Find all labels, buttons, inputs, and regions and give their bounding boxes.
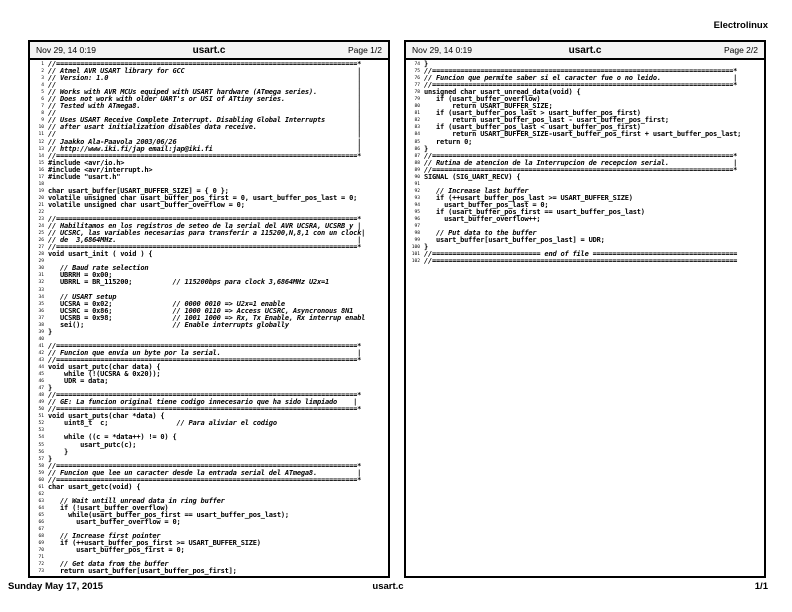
line-number: 56 xyxy=(38,449,44,455)
printed-page-1 xyxy=(28,40,390,578)
line-number: 57 xyxy=(38,456,44,462)
line-number: 50 xyxy=(38,407,44,413)
code-comment: // Wait untill unread data in ring buffer xyxy=(60,496,225,505)
code-comment: // | xyxy=(48,109,362,118)
code-text: if (usart_buffer_pos_first == usart_buffer_pos_last) xyxy=(424,207,645,216)
line-number: 93 xyxy=(414,195,420,201)
code-line xyxy=(32,484,386,491)
code-line xyxy=(32,519,386,526)
line-number: 85 xyxy=(414,139,420,145)
branding-electrolinux: Electrolinux xyxy=(713,20,768,31)
code-comment: // 115200bps para clock 3,6864MHz U2x=1 xyxy=(172,278,330,287)
code-comment: // Funcion que envia un byte por la serial. | xyxy=(48,348,362,357)
line-number: 55 xyxy=(38,442,44,448)
code-comment: // Habilitamos en los registros de seteo de la serial del AVR UCSRA, UCSRB y | xyxy=(48,222,362,231)
line-number: 49 xyxy=(38,400,44,406)
line-number: 76 xyxy=(414,76,420,82)
line-number: 28 xyxy=(38,252,44,258)
code-comment: //===========================================================================* xyxy=(48,151,362,160)
code-comment: // Increase last buffer xyxy=(436,186,529,195)
line-number: 20 xyxy=(38,195,44,201)
code-line xyxy=(408,174,762,181)
code-comment: //===========================================================================* xyxy=(48,461,362,470)
footer-filename: usart.c xyxy=(372,581,404,592)
line-number: 84 xyxy=(414,132,420,138)
line-number: 61 xyxy=(38,484,44,490)
line-number: 80 xyxy=(414,104,420,110)
code-text: #include <avr/interrupt.h> xyxy=(48,165,153,174)
code-text: } xyxy=(48,447,69,456)
code-text: volatile unsigned char usart_buffer_pos_first = 0, usart_buffer_pos_last = 0; xyxy=(48,193,358,202)
code-text: return 0; xyxy=(424,137,473,146)
line-number: 13 xyxy=(38,146,44,152)
line-number: 64 xyxy=(38,505,44,511)
line-number: 62 xyxy=(38,491,44,497)
code-text: while ((c = *data++) != 0) { xyxy=(48,433,177,442)
line-number: 19 xyxy=(38,188,44,194)
code-line xyxy=(408,216,762,223)
line-number: 31 xyxy=(38,273,44,279)
line-number: 58 xyxy=(38,463,44,469)
code-text: } xyxy=(424,243,429,252)
line-number: 24 xyxy=(38,224,44,230)
line-number: 95 xyxy=(414,209,420,215)
code-text: UCSRC = 0x86; // 1000 0110 => Access UCSRC, Asyncronous 8N1 xyxy=(48,306,354,315)
line-number: 89 xyxy=(414,167,420,173)
code-comment: // Works with AVR MCUs equiped with USART hardware (ATmega series). | xyxy=(48,88,362,97)
line-number: 44 xyxy=(38,365,44,371)
code-line xyxy=(32,279,386,286)
line-number: 15 xyxy=(38,160,44,166)
code-line xyxy=(32,378,386,385)
line-number: 70 xyxy=(38,548,44,554)
code-text: usart_putc(c); xyxy=(48,440,137,449)
header-page-number: Page 1/2 xyxy=(347,45,382,55)
code-text: while (!(UCSRA & 0x20)); xyxy=(48,370,161,379)
code-text: usart_buffer_pos_last = 0; xyxy=(424,200,549,209)
code-text: usart_buffer_pos_first = 0; xyxy=(48,546,185,555)
printed-page-2 xyxy=(404,40,766,578)
line-number: 21 xyxy=(38,202,44,208)
code-text: #include <avr/io.h> xyxy=(48,158,125,167)
line-number: 32 xyxy=(38,280,44,286)
line-number: 92 xyxy=(414,188,420,194)
line-number: 34 xyxy=(38,294,44,300)
line-number: 60 xyxy=(38,477,44,483)
code-text: } xyxy=(424,144,429,153)
code-comment: //===========================================================================* xyxy=(48,475,362,484)
code-text: if (++usart_buffer_pos_last >= USART_BUFFER_SIZE) xyxy=(424,193,633,202)
code-line xyxy=(32,202,386,209)
line-number: 71 xyxy=(38,555,44,561)
code-text: UDR = data; xyxy=(48,377,109,386)
code-comment: //===========================================================================* xyxy=(424,165,738,174)
code-line xyxy=(408,237,762,244)
line-number: 53 xyxy=(38,428,44,434)
code-text: sei(); // Enable interrupts globally xyxy=(48,320,289,329)
line-number: 100 xyxy=(411,245,420,251)
code-text: usart_buffer_overflow++; xyxy=(424,215,541,224)
print-footer xyxy=(0,581,792,592)
code-line xyxy=(32,329,386,336)
line-number: 69 xyxy=(38,541,44,547)
line-number: 51 xyxy=(38,414,44,420)
code-comment: //===========================================================================* xyxy=(424,67,738,76)
line-number: 41 xyxy=(38,343,44,349)
header-datetime: Nov 29, 14 0:19 xyxy=(412,45,473,55)
line-number: 26 xyxy=(38,238,44,244)
code-comment: //===========================================================================* xyxy=(48,60,362,68)
line-number: 42 xyxy=(38,350,44,356)
line-number: 83 xyxy=(414,125,420,131)
code-text: UBRRH = 0x00; xyxy=(48,271,113,280)
code-comment: //============================================================================ xyxy=(424,257,738,266)
line-number: 23 xyxy=(38,217,44,223)
code-line xyxy=(32,449,386,456)
line-number: 78 xyxy=(414,90,420,96)
code-comment: // | xyxy=(48,130,362,139)
code-text: if (++usart_buffer_pos_first >= USART_BUFFER_SIZE) xyxy=(48,539,261,548)
code-area xyxy=(30,60,388,576)
code-comment: // Para aliviar el codigo xyxy=(176,419,277,428)
line-number: 73 xyxy=(38,569,44,575)
code-comment: // Baud rate selection xyxy=(60,264,149,273)
line-number: 46 xyxy=(38,379,44,385)
line-number: 75 xyxy=(414,69,420,75)
code-line xyxy=(408,258,762,265)
code-line xyxy=(32,568,386,575)
line-number: 29 xyxy=(38,259,44,265)
line-number: 48 xyxy=(38,393,44,399)
code-text xyxy=(424,258,737,265)
code-text: if (usart_buffer_pos_last > usart_buffer_pos_first) xyxy=(424,109,641,118)
code-comment: // Version: 1.0 | xyxy=(48,74,362,83)
line-number: 1 xyxy=(41,62,44,67)
line-number: 54 xyxy=(38,435,44,441)
code-text: usart_buffer[usart_buffer_pos_last] = UDR; xyxy=(424,236,605,245)
code-line xyxy=(408,139,762,146)
line-number: 4 xyxy=(41,83,44,89)
code-comment: // Increase first pointer xyxy=(60,532,161,541)
line-number: 43 xyxy=(38,357,44,363)
code-comment: // after usart initialization disables data receive. | xyxy=(48,123,362,132)
code-comment: // GE: La funcion original tiene codigo innecesario que ha sido limpiado | xyxy=(48,398,358,407)
line-number: 9 xyxy=(41,118,44,124)
code-comment: // Funcion que permite saber si el caracter fue o no leido. | xyxy=(424,74,738,83)
line-number: 96 xyxy=(414,217,420,223)
code-comment: // Jaakko Ala-Paavola 2003/06/26 | xyxy=(48,137,362,146)
line-number: 35 xyxy=(38,301,44,307)
code-comment: // USART setup xyxy=(60,292,117,301)
code-comment: // 1001 1000 => Rx, Tx Enable, Rx interrup enabl xyxy=(172,313,366,322)
code-text: UBRRL = BR_115200; // 115200bps para clock 3,6864MHz U2x=1 xyxy=(48,278,330,287)
line-number: 22 xyxy=(38,209,44,215)
code-text: } xyxy=(48,384,53,393)
line-number: 59 xyxy=(38,470,44,476)
code-comment: //===========================================================================* xyxy=(48,215,362,224)
code-comment: // http://www.iki.fi/jap email:jap@iki.fi | xyxy=(48,144,362,153)
line-number: 2 xyxy=(41,69,44,75)
code-text: uint8_t c; // Para aliviar el codigo xyxy=(48,419,277,428)
page-header xyxy=(30,42,388,60)
line-number: 47 xyxy=(38,386,44,392)
code-text: return USART_BUFFER_SIZE; xyxy=(424,102,553,111)
line-number: 88 xyxy=(414,160,420,166)
code-text: return usart_buffer_pos_last - usart_buffer_pos_first; xyxy=(424,116,669,125)
line-number: 8 xyxy=(41,111,44,117)
code-line xyxy=(32,174,386,181)
line-number: 11 xyxy=(38,132,44,138)
code-text: void usart_putc(char data) { xyxy=(48,363,161,372)
code-text: #include "usart.h" xyxy=(48,172,121,181)
line-number: 68 xyxy=(38,534,44,540)
header-page-number: Page 2/2 xyxy=(723,45,758,55)
line-number: 99 xyxy=(414,238,420,244)
code-text: UCSRB = 0x98; // 1001 1000 => Rx, Tx Enable, Rx interrup enabl xyxy=(48,313,366,322)
line-number: 30 xyxy=(38,266,44,272)
code-text: void usart_puts(char *data) { xyxy=(48,412,165,421)
code-text: if (usart_buffer_overflow) xyxy=(424,95,541,104)
line-number: 72 xyxy=(38,562,44,568)
code-text: return usart_buffer[usart_buffer_pos_first]; xyxy=(48,567,237,576)
line-number: 63 xyxy=(38,498,44,504)
code-area xyxy=(406,60,764,576)
line-number: 27 xyxy=(38,245,44,251)
code-comment: // | xyxy=(48,81,362,90)
code-comment: // Uses USART Receive Complete Interrupt. Disabling Global Interrupts | xyxy=(48,116,362,125)
line-number: 7 xyxy=(41,104,44,110)
code-comment: //===========================================================================* xyxy=(48,341,362,350)
code-comment: // Funcion que lee un caracter desde la entrada serial del ATmega8. | xyxy=(48,468,362,477)
code-comment: //===========================================================================* xyxy=(424,151,738,160)
code-text: } xyxy=(48,454,53,463)
line-number: 6 xyxy=(41,97,44,103)
line-number: 10 xyxy=(38,125,44,131)
line-number: 36 xyxy=(38,308,44,314)
line-number: 79 xyxy=(414,97,420,103)
line-number: 65 xyxy=(38,513,44,518)
line-number: 82 xyxy=(414,118,420,124)
line-number: 25 xyxy=(38,231,44,237)
line-number: 37 xyxy=(38,315,44,321)
code-text: char usart_buffer[USART_BUFFER_SIZE] = { 0 }; xyxy=(48,186,229,195)
line-number: 98 xyxy=(414,231,420,237)
code-comment: // UCSRC, las variables necesarias para transferir a 115200,N,8,1 con un clock| xyxy=(48,229,366,238)
code-line xyxy=(32,547,386,554)
line-number: 77 xyxy=(414,83,420,89)
code-comment: // Get data from the buffer xyxy=(60,560,169,569)
header-filename: usart.c xyxy=(192,44,226,56)
code-text: SIGNAL (SIG_UART_RECV) { xyxy=(424,172,521,181)
footer-sheet-number: 1/1 xyxy=(754,581,768,592)
line-number: 14 xyxy=(38,153,44,159)
code-text: } xyxy=(48,327,53,336)
code-comment: // Atmel AVR USART library for GCC | xyxy=(48,67,362,76)
code-text: void usart_init ( void ) { xyxy=(48,250,153,259)
code-line xyxy=(32,322,386,329)
code-comment: // 1000 0110 => Access UCSRC, Asyncronous 8N1 xyxy=(172,306,354,315)
line-number: 67 xyxy=(38,527,44,533)
code-comment: // Put data to the buffer xyxy=(436,229,537,238)
code-text: if (!usart_buffer_overflow) xyxy=(48,503,169,512)
header-datetime: Nov 29, 14 0:19 xyxy=(36,45,97,55)
line-number: 102 xyxy=(411,259,420,265)
code-comment: // Rutina de atencion de la Interrupcion de recepcion serial. | xyxy=(424,158,738,167)
code-line xyxy=(32,442,386,449)
code-comment: // de 3,6864MHz. | xyxy=(48,236,362,245)
line-number: 38 xyxy=(38,322,44,328)
line-number: 3 xyxy=(41,76,44,82)
code-text: } xyxy=(424,60,429,68)
code-comment: //===========================================================================* xyxy=(48,405,362,414)
code-comment: //===========================================================================* xyxy=(48,243,362,252)
line-number: 97 xyxy=(414,224,420,230)
code-text: char usart_getc(void) { xyxy=(48,482,141,491)
code-text: unsigned char usart_unread_data(void) { xyxy=(424,88,581,97)
line-number: 74 xyxy=(414,62,420,67)
code-comment: // Tested with ATmega8. | xyxy=(48,102,362,111)
footer-date: Sunday May 17, 2015 xyxy=(8,581,104,592)
code-text: while(usart_buffer_pos_first == usart_buffer_pos_last); xyxy=(48,511,289,519)
line-number: 90 xyxy=(414,174,420,180)
line-number: 81 xyxy=(414,111,420,117)
line-number: 39 xyxy=(38,329,44,335)
page-header xyxy=(406,42,764,60)
line-number: 5 xyxy=(41,90,44,96)
line-number: 91 xyxy=(414,181,420,187)
line-number: 40 xyxy=(38,336,44,342)
line-number: 33 xyxy=(38,287,44,293)
code-comment: //===========================================================================* xyxy=(424,81,738,90)
code-text: volatile unsigned char usart_buffer_overflow = 0; xyxy=(48,200,245,209)
code-text: UCSRA = 0x02; // 0000 0010 => U2x=1 enable xyxy=(48,299,285,308)
code-comment: // Does not work with older UART's or USI of ATtiny series. | xyxy=(48,95,362,104)
line-number: 66 xyxy=(38,520,44,526)
code-comment: //=========================== end of file ==================================== xyxy=(424,250,738,259)
header-filename: usart.c xyxy=(568,44,602,56)
code-comment: //===========================================================================* xyxy=(48,355,362,364)
line-number: 86 xyxy=(414,146,420,152)
line-number: 17 xyxy=(38,174,44,180)
line-number: 94 xyxy=(414,202,420,208)
line-number: 52 xyxy=(38,421,44,427)
code-comment: // 0000 0010 => U2x=1 enable xyxy=(172,299,285,308)
line-number: 18 xyxy=(38,181,44,187)
code-comment: // Enable interrupts globally xyxy=(172,320,289,329)
code-line xyxy=(32,251,386,258)
line-number: 87 xyxy=(414,153,420,159)
code-comment: //===========================================================================* xyxy=(48,391,362,400)
line-number: 12 xyxy=(38,139,44,145)
line-number: 45 xyxy=(38,372,44,378)
line-number: 16 xyxy=(38,167,44,173)
code-text: usart_buffer_overflow = 0; xyxy=(48,518,181,527)
code-line xyxy=(32,420,386,427)
line-number: 101 xyxy=(411,252,420,258)
code-text: if (usart_buffer_pos_last < usart_buffer_pos_first) xyxy=(424,123,641,132)
code-text: return USART_BUFFER_SIZE-usart_buffer_pos_first + usart_buffer_pos_last; xyxy=(424,130,742,139)
